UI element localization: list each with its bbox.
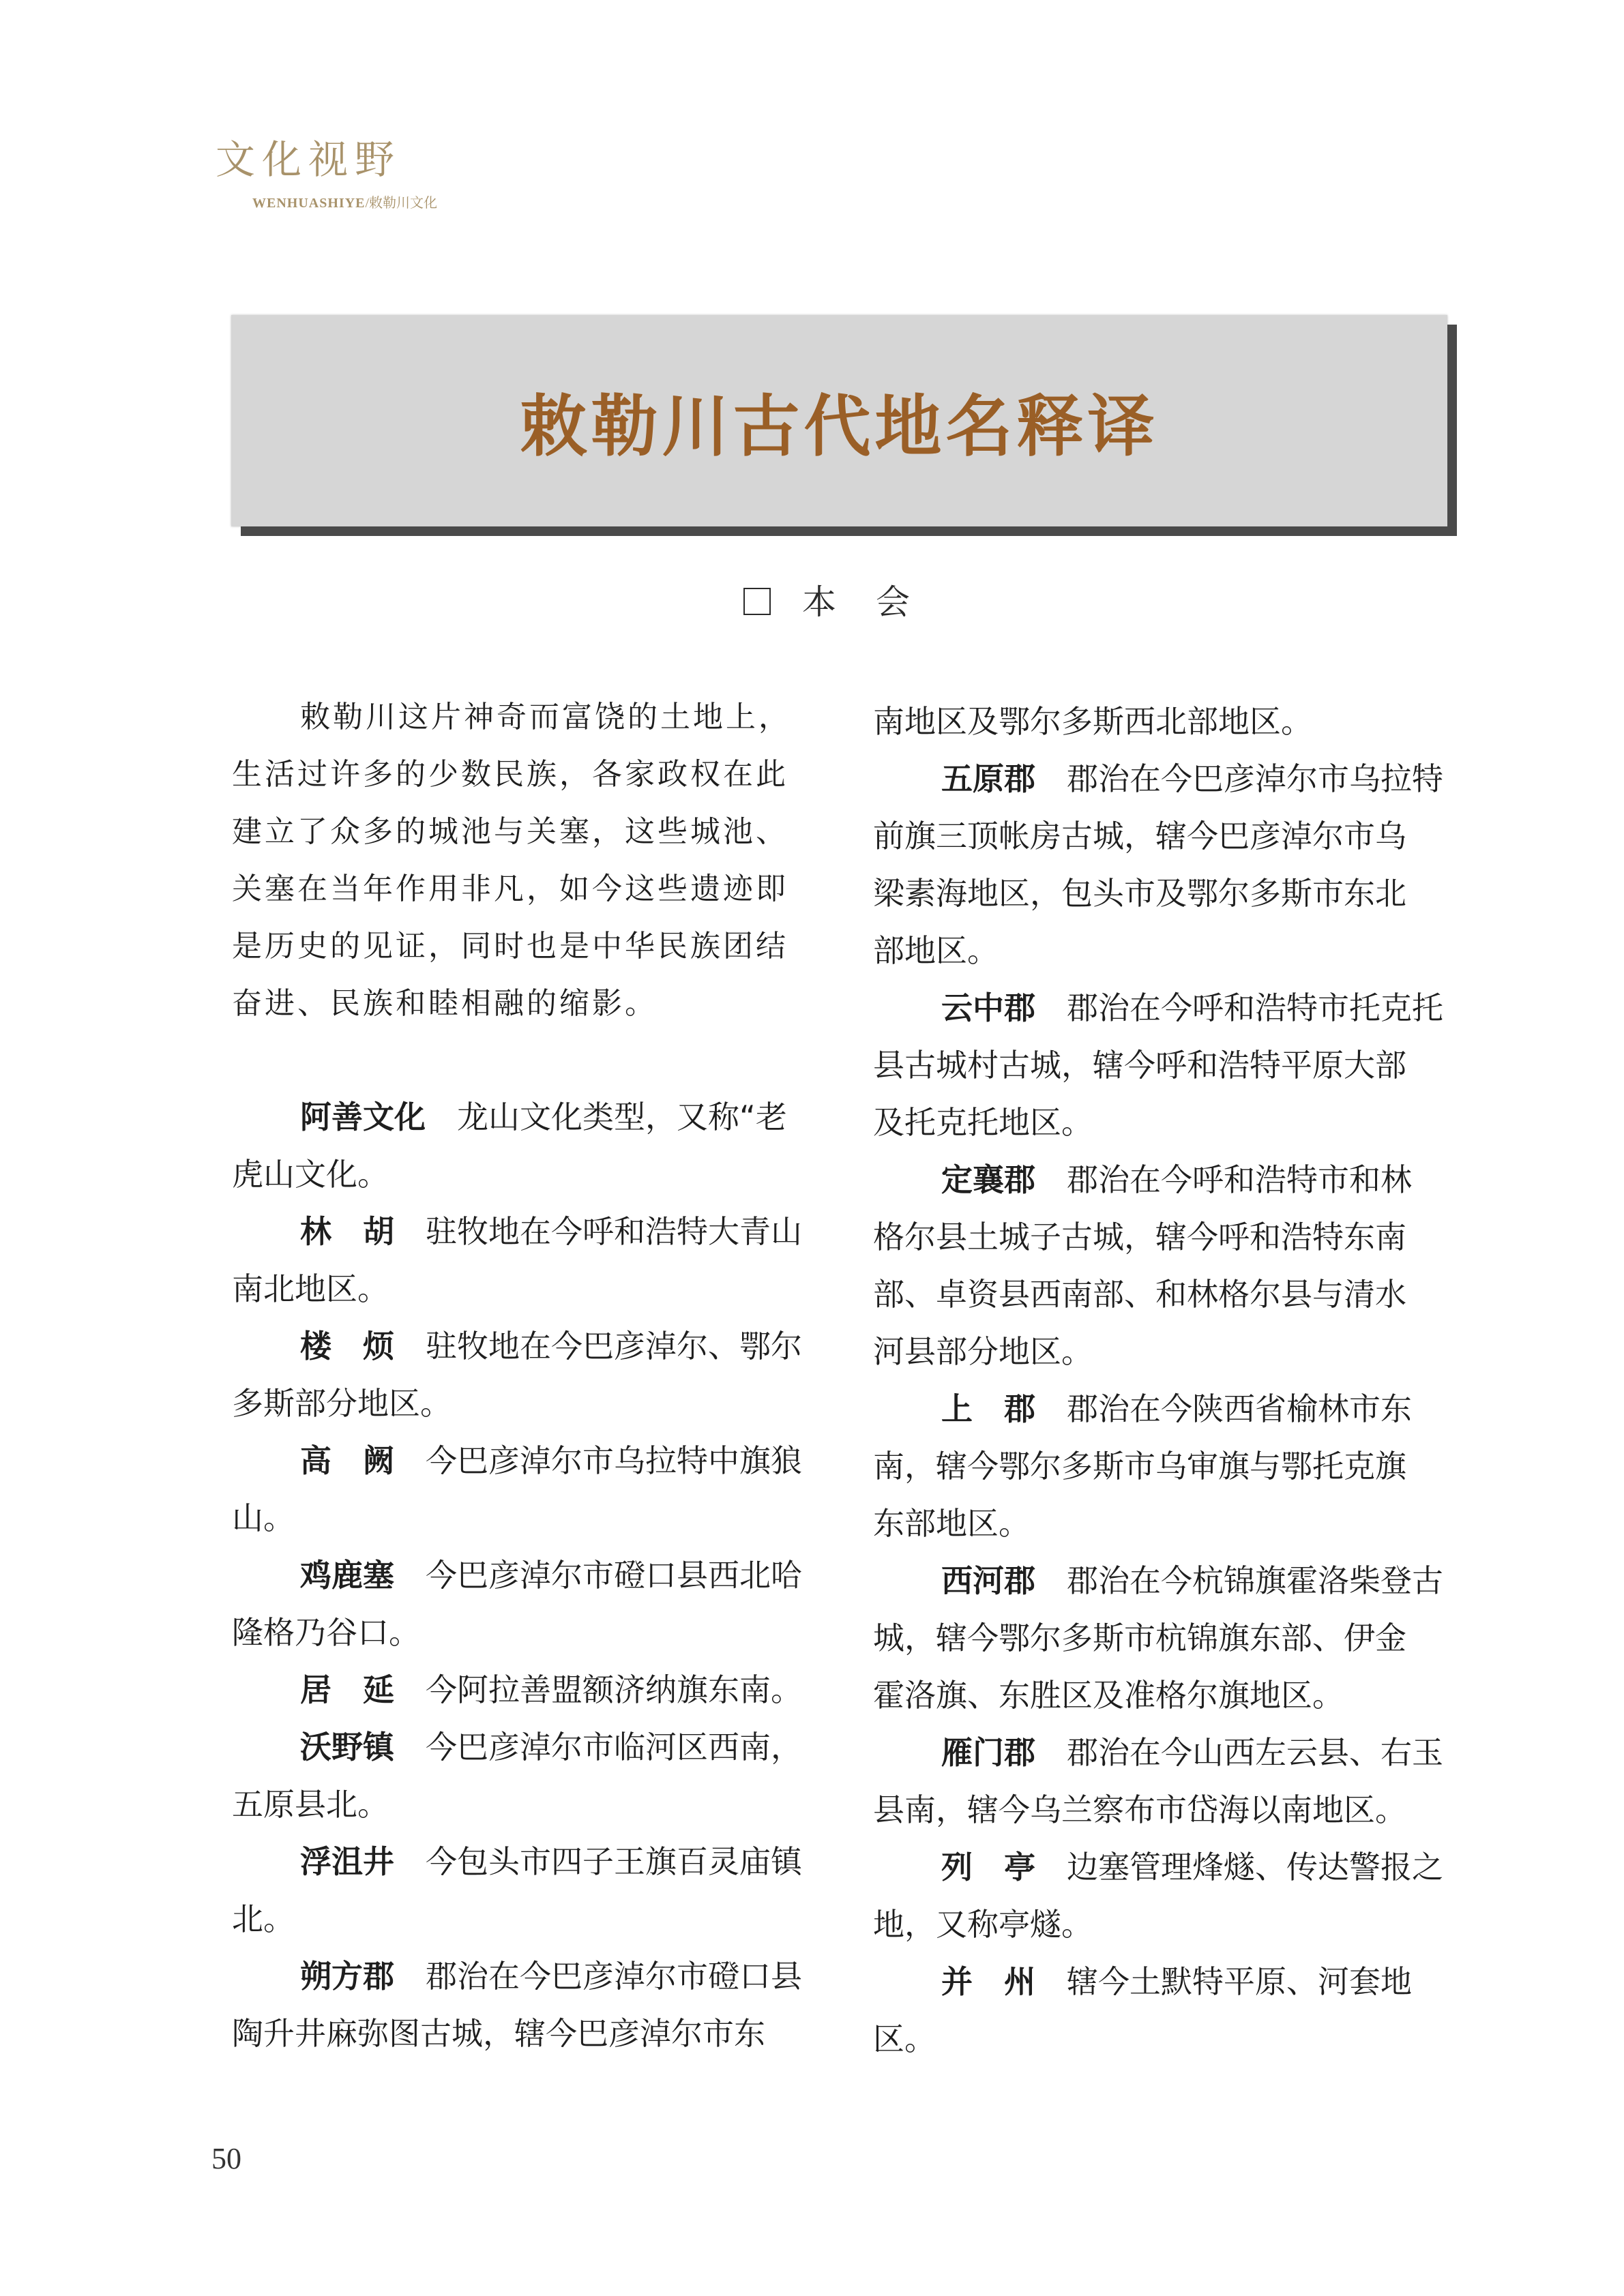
text-line	[873, 1906, 1093, 1943]
definition-text: 郡治在今杭锦旗霍洛柴登古	[1067, 1562, 1443, 1599]
definition-text: 边塞管理烽燧、传达警报之	[1067, 1849, 1443, 1885]
author-char-1: 本	[802, 582, 836, 622]
definition-text: 龙山文化类型，又称“老	[457, 1099, 787, 1135]
definition-text: 南北地区。	[232, 1270, 389, 1307]
place-name-term: 西河郡	[941, 1562, 1035, 1599]
definition-text: 南，辖今鄂尔多斯市乌审旗与鄂托克旗	[873, 1448, 1406, 1485]
text-line	[873, 1333, 1093, 1370]
definition-text: 部、卓资县西南部、和林格尔县与清水	[873, 1276, 1406, 1313]
place-name-term: 朔方郡	[300, 1958, 394, 1995]
place-name-term: 并 州	[941, 1963, 1035, 2000]
text-line	[873, 932, 999, 969]
definition-text: 部地区。	[873, 932, 999, 969]
text-line	[300, 1557, 802, 1594]
definition-text: 梁素海地区，包头市及鄂尔多斯市东北	[873, 875, 1406, 912]
definition-text: 今巴彦淖尔市磴口县西北哈	[426, 1557, 802, 1594]
definition-text: 城，辖今鄂尔多斯市杭锦旗东部、伊金	[873, 1620, 1406, 1656]
place-name-term: 五原郡	[941, 760, 1035, 797]
place-name-term: 阿善文化	[300, 1099, 426, 1135]
definition-text: 驻牧地在今呼和浩特大青山	[426, 1213, 802, 1250]
text-line	[873, 1791, 1406, 1828]
definition-text: 今巴彦淖尔市临河区西南，	[426, 1729, 802, 1765]
text-line	[873, 1448, 1406, 1485]
definition-text: 及托克托地区。	[873, 1104, 1093, 1141]
definition-text: 河县部分地区。	[873, 1333, 1093, 1370]
text-line	[873, 1047, 1406, 1084]
definition-text: 山。	[232, 1500, 295, 1536]
text-line	[941, 1562, 1443, 1599]
page-number: 50	[211, 2142, 241, 2175]
definition-text: 郡治在今巴彦淖尔市磴口县	[426, 1958, 802, 1995]
text-line	[873, 2023, 936, 2055]
text-line	[873, 1221, 1406, 1253]
definition-text: 今包头市四子王旗百灵庙镇	[426, 1843, 802, 1880]
intro-line: 是历史的见证，同时也是中华民族团结	[232, 929, 788, 964]
text-line	[941, 989, 1443, 1026]
definition-text: 郡治在今陕西省榆林市东	[1067, 1390, 1412, 1427]
place-name-term: 定襄郡	[941, 1161, 1035, 1198]
text-line	[232, 1270, 389, 1307]
place-name-term: 林 胡	[300, 1213, 394, 1250]
definition-text: 前旗三顶帐房古城，辖今巴彦淖尔市乌	[873, 818, 1406, 854]
text-line	[300, 1101, 787, 1133]
definition-text: 今巴彦淖尔市乌拉特中旗狼	[426, 1442, 802, 1479]
text-line	[873, 875, 1406, 912]
intro-line: 关塞在当年作用非凡，如今这些遗迹即	[232, 871, 788, 906]
text-line	[873, 1622, 1406, 1654]
text-line	[232, 1786, 389, 1823]
definition-text: 东部地区。	[873, 1505, 1030, 1542]
definition-text: 郡治在今呼和浩特市托克托	[1067, 989, 1443, 1026]
text-line	[300, 1442, 802, 1479]
text-line	[941, 1963, 1412, 2000]
section-subtitle	[252, 196, 437, 210]
definition-text: 格尔县土城子古城，辖今呼和浩特东南	[873, 1219, 1406, 1255]
text-line	[300, 1731, 802, 1763]
place-name-term: 列 亭	[941, 1849, 1035, 1885]
definition-text: 县古城村古城，辖今呼和浩特平原大部	[873, 1047, 1406, 1084]
definition-text: 区。	[873, 2021, 936, 2057]
text-line	[300, 1843, 802, 1880]
author-box-icon	[743, 588, 771, 615]
text-line	[300, 1671, 802, 1708]
definition-text: 县南，辖今乌兰察布市岱海以南地区。	[873, 1791, 1406, 1828]
definition-text: 今阿拉善盟额济纳旗东南。	[426, 1671, 802, 1708]
text-line	[873, 1677, 1344, 1714]
section-column-name: /敕勒川文化	[365, 196, 438, 211]
definition-text: 北。	[232, 1900, 295, 1937]
place-name-term: 上 郡	[941, 1390, 1035, 1427]
text-line	[232, 1385, 452, 1422]
place-name-term: 雁门郡	[941, 1734, 1035, 1771]
title-banner	[231, 315, 1447, 526]
author-line	[743, 582, 910, 622]
text-line	[873, 1505, 1030, 1542]
definition-text: 霍洛旗、东胜区及准格尔旗地区。	[873, 1677, 1344, 1714]
text-line	[300, 1328, 802, 1365]
definition-text: 虎山文化。	[232, 1156, 389, 1193]
text-line	[941, 760, 1443, 797]
text-line	[300, 1213, 802, 1250]
place-name-term: 云中郡	[941, 989, 1035, 1026]
place-name-term: 沃野镇	[300, 1729, 394, 1765]
definition-text: 陶升井麻弥图古城，辖今巴彦淖尔市东	[232, 2015, 765, 2052]
definition-text: 郡治在今呼和浩特市和林	[1067, 1161, 1412, 1198]
text-line	[873, 703, 1312, 740]
place-name-term: 浮沮井	[300, 1843, 394, 1880]
place-name-term: 居 延	[300, 1671, 394, 1708]
definition-text: 地，又称亭燧。	[873, 1906, 1093, 1943]
intro-line: 生活过许多的少数民族，各家政权在此	[232, 757, 788, 792]
author-char-2: 会	[876, 582, 910, 622]
definition-text: 驻牧地在今巴彦淖尔、鄂尔	[426, 1328, 802, 1365]
text-line	[941, 1390, 1412, 1427]
text-line	[232, 2015, 765, 2052]
text-line	[300, 1958, 802, 1995]
definition-text: 辖今土默特平原、河套地	[1067, 1963, 1412, 2000]
text-line	[941, 1851, 1443, 1883]
text-line	[941, 1734, 1443, 1771]
text-line	[232, 1156, 389, 1193]
section-title: 文化视野	[216, 136, 402, 183]
intro-line: 建立了众多的城池与关塞，这些城池、	[232, 814, 788, 849]
text-line	[873, 1104, 1093, 1141]
definition-text: 隆格乃谷口。	[232, 1614, 420, 1651]
intro-line: 敕勒川这片神奇而富饶的土地上，	[300, 700, 791, 734]
intro-line: 奋进、民族和睦相融的缩影。	[232, 986, 658, 1021]
place-name-term: 高 阙	[300, 1442, 394, 1479]
section-pinyin: WENHUASHIYE	[252, 196, 366, 211]
text-line	[873, 1276, 1406, 1313]
definition-text: 郡治在今山西左云县、右玉	[1067, 1734, 1443, 1771]
definition-text: 五原县北。	[232, 1786, 389, 1823]
place-name-term: 鸡鹿塞	[300, 1557, 394, 1594]
text-line	[873, 820, 1406, 852]
definition-text: 郡治在今巴彦淖尔市乌拉特	[1067, 760, 1443, 797]
text-line	[232, 1614, 420, 1651]
definition-text: 多斯部分地区。	[232, 1385, 452, 1422]
text-line	[232, 1900, 295, 1937]
article-title: 敕勒川古代地名释译	[520, 387, 1159, 466]
definition-text: 南地区及鄂尔多斯西北部地区。	[873, 703, 1312, 740]
place-name-term: 楼 烦	[300, 1328, 394, 1365]
text-line	[232, 1502, 295, 1534]
text-line	[941, 1161, 1412, 1198]
